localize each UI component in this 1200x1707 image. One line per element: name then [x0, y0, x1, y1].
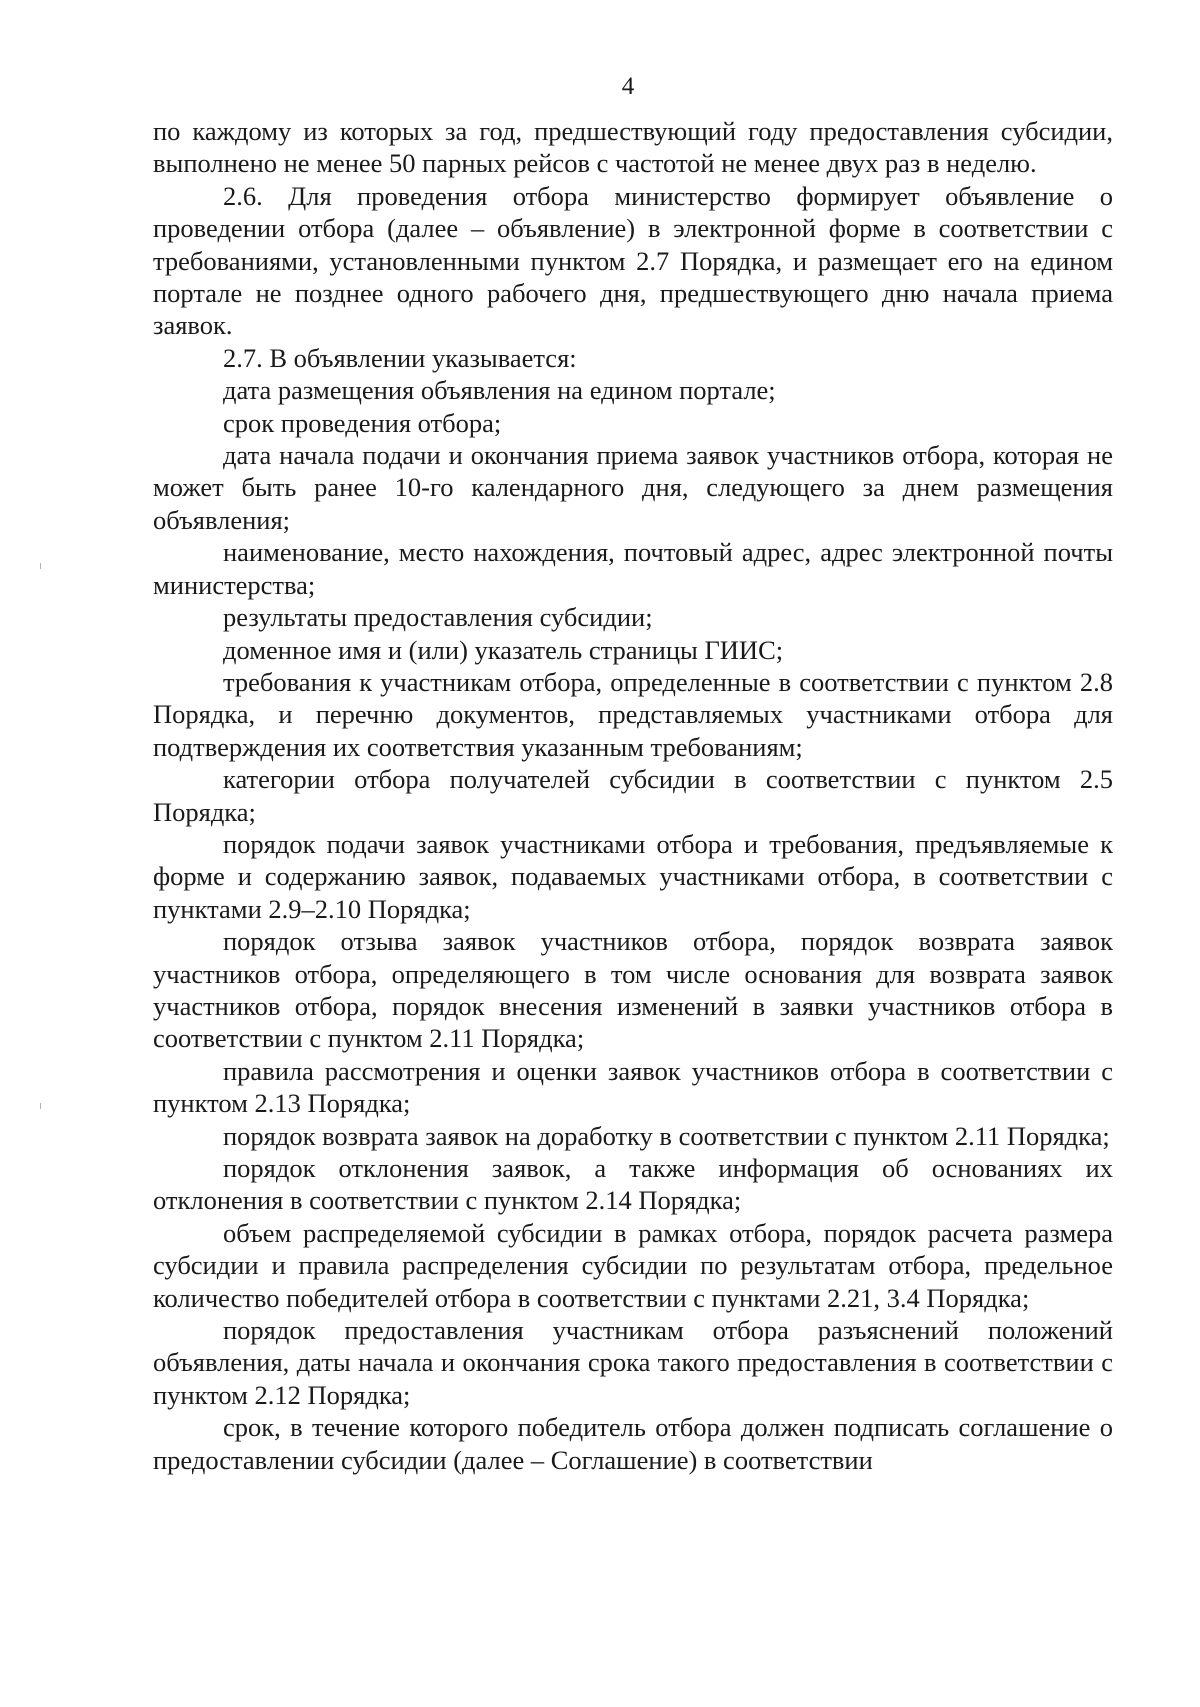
list-item: правила рассмотрения и оценки заявок участников отбора в соответствии с пунктом 2.13 Порядка; [153, 1055, 1113, 1119]
list-item: требования к участникам отбора, определенные в соответствии с пунктом 2.8 Порядка, и перечню документов, представляемых участниками отбора для подтверждения их соответствия указанным требованиям; [153, 666, 1113, 762]
list-item: дата начала подачи и окончания приема заявок участников отбора, которая не может быть ранее 10-го календарного дня, следующего за днем размещения объявления; [153, 440, 1113, 535]
list-item: категории отбора получателей субсидии в соответствии с пунктом 2.5 Порядка; [153, 764, 1113, 827]
list-item: порядок предоставления участникам отбора разъяснений положений объявления, даты начала и окончания срока такого предоставления в соответствии с пунктом 2.12 Порядка; [153, 1315, 1113, 1410]
paragraph-2-7-intro: 2.7. В объявлении указывается: [223, 342, 577, 373]
list-item: порядок возврата заявок на доработку в соответствии с пунктом 2.11 Порядка; [223, 1120, 1110, 1151]
list-item: дата размещения объявления на едином портале; [223, 375, 776, 406]
list-item: наименование, место нахождения, почтовый адрес, адрес электронной почты министерства; [153, 537, 1113, 600]
paragraph-continuation: по каждому из которых за год, предшествующий году предоставления субсидии, выполнено не менее 50 парных рейсов с частотой не менее двух раз в неделю. [153, 116, 1113, 179]
paragraph-2-6: 2.6. Для проведения отбора министерство формирует объявление о проведении отбора (далее – объявление) в электронной форме в соответствии с требованиями, установленными пунктом 2.7 Порядка, и размещает его на едином портале не позднее одного рабочего дня, предшествующего дню начала приема заявок. [153, 180, 1113, 341]
list-item: доменное имя и (или) указатель страницы ГИИС; [223, 634, 784, 665]
list-item: результаты предоставления субсидии; [223, 602, 653, 633]
list-item: срок проведения отбора; [223, 407, 502, 438]
scan-artifact-mark [40, 563, 41, 569]
list-item: порядок подачи заявок участниками отбора и требования, предъявляемые к форме и содержанию заявок, подаваемых участниками отбора, в соответствии с пунктами 2.9–2.10 Порядка; [153, 828, 1113, 924]
document-body [153, 115, 1113, 1476]
page-number: 4 [621, 73, 635, 100]
list-item: порядок отзыва заявок участников отбора, порядок возврата заявок участников отбора, определяющего в том числе основания для возврата заявок участников отбора, порядок внесения изменений в заявки участников отбора в соответствии с пунктом 2.11 Порядка; [153, 926, 1113, 1054]
scan-artifact-mark [40, 1103, 41, 1109]
list-item: срок, в течение которого победитель отбора должен подписать соглашение о предоставлении субсидии (далее – Соглашение) в соответствии [153, 1412, 1113, 1475]
list-item: порядок отклонения заявок, а также информация об основаниях их отклонения в соответствии с пунктом 2.14 Порядка; [153, 1153, 1113, 1216]
list-item: объем распределяемой субсидии в рамках отбора, порядок расчета размера субсидии и правила распределения субсидии по результатам отбора, предельное количество победителей отбора в соответствии с пунктами 2.21, 3.4 Порядка; [153, 1217, 1113, 1313]
